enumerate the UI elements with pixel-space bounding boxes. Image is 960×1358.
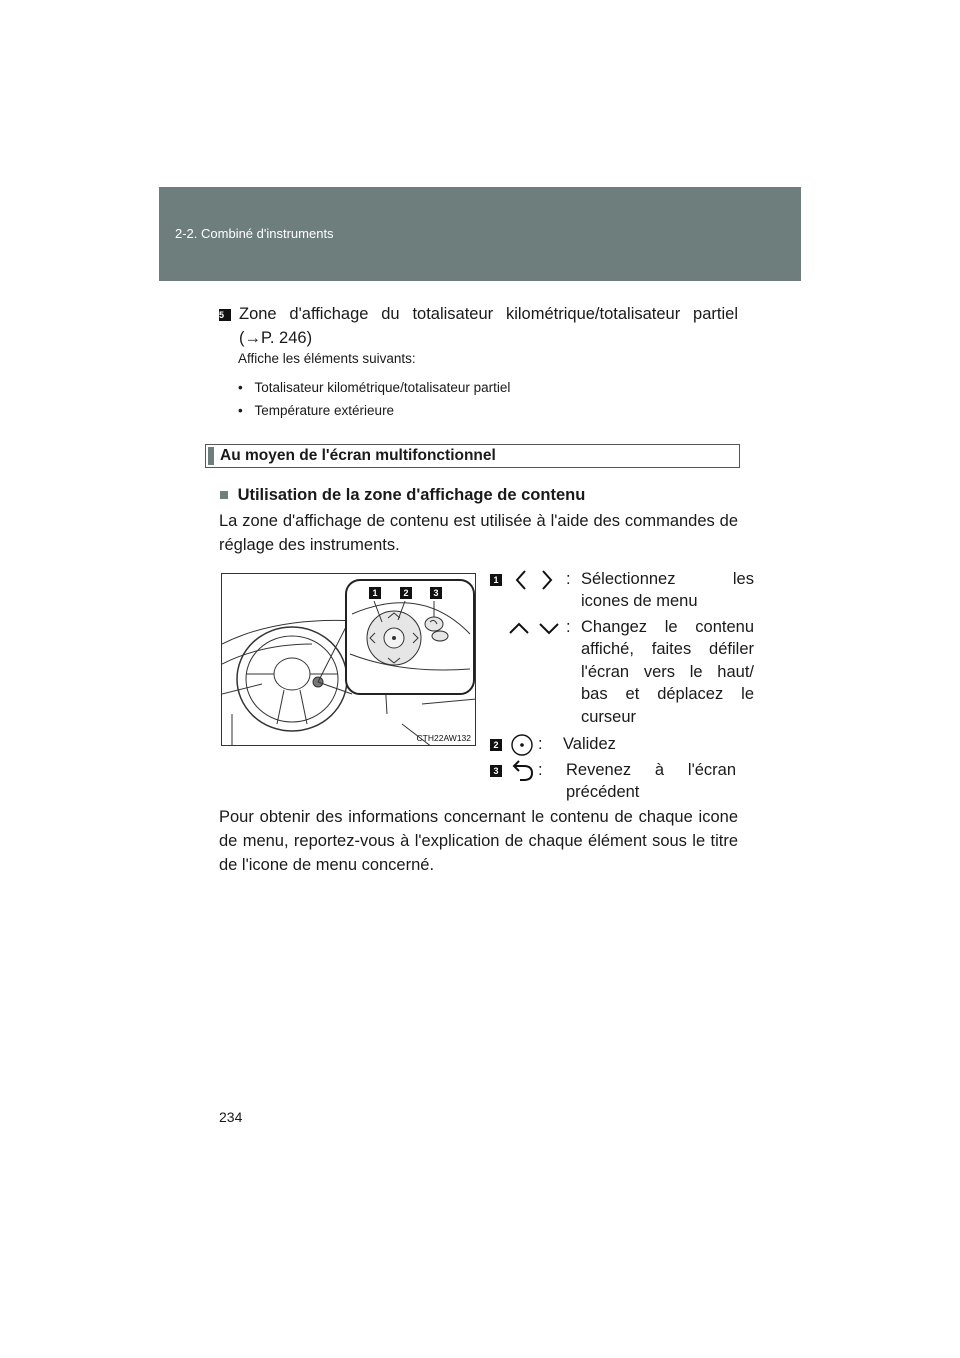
colon: : <box>538 735 543 753</box>
bullet-symbol: • <box>238 380 243 395</box>
item-5-title: Zone d'affichage du totalisateur kilométrique/totalisateur partiel <box>239 305 738 323</box>
square-marker-icon: ■ <box>219 486 229 504</box>
illus-badge-2: 2 <box>400 587 412 599</box>
control-desc-updown-4: bas et déplacez le <box>581 685 754 703</box>
control-badge-3: 3 <box>490 765 502 777</box>
control-desc-1: Sélectionnez les <box>581 570 754 588</box>
control-desc-3-cont: précédent <box>566 783 640 801</box>
chevron-up-down-icon <box>508 619 560 637</box>
subsection-heading <box>219 486 585 505</box>
item-5-page-ref: (→P. 246) <box>239 329 313 347</box>
return-arrow-icon <box>510 760 536 782</box>
colon: : <box>538 761 543 779</box>
control-desc-1-cont: icones de menu <box>581 592 698 610</box>
colon: : <box>566 570 571 588</box>
badge-5: 5 <box>219 309 231 321</box>
item-5-intro: Affiche les éléments suivants: <box>238 351 416 366</box>
section-mark <box>208 447 214 465</box>
chevron-left-right-icon <box>514 569 554 591</box>
paragraph-more-info: Pour obtenir des informations concernant le contenu de chaque icone de menu, reportez-vous à l'explication de chaque élément sous le titre de l'icone de menu concerné. <box>219 808 738 874</box>
steering-wheel-drawing <box>222 574 476 746</box>
center-dot-icon <box>510 733 534 757</box>
paragraph-intro: La zone d'affichage de contenu est utilisée à l'aide des commandes de réglage des instruments. <box>219 512 738 554</box>
item-5 <box>219 302 738 350</box>
section-title: Au moyen de l'écran multifonctionnel <box>220 447 496 464</box>
steering-wheel-illustration <box>221 573 476 746</box>
illus-badge-1: 1 <box>369 587 381 599</box>
bullet-text: Température extérieure <box>254 403 395 418</box>
control-desc-updown-2: affiché, faites défiler <box>581 640 754 658</box>
control-desc-updown-3: l'écran vers le haut/ <box>581 663 754 681</box>
control-desc-2: Validez <box>563 735 616 753</box>
control-badge-1: 1 <box>490 574 502 586</box>
bullet-symbol: • <box>238 403 243 418</box>
control-desc-updown: Changez le contenu <box>581 618 754 636</box>
section-heading-box <box>205 444 740 468</box>
control-desc-3: Revenez à l'écran <box>566 761 736 779</box>
bullet-text: Totalisateur kilométrique/totalisateur partiel <box>254 380 511 395</box>
chapter-header <box>159 187 801 281</box>
subsection-title: Utilisation de la zone d'affichage de contenu <box>237 486 586 504</box>
illustration-code: CTH22AW132 <box>416 733 471 743</box>
bullet-item <box>238 403 394 418</box>
section-breadcrumb: 2-2. Combiné d'instruments <box>175 226 334 241</box>
illus-badge-3: 3 <box>430 587 442 599</box>
control-badge-2: 2 <box>490 739 502 751</box>
colon: : <box>566 618 571 636</box>
bullet-item <box>238 380 510 395</box>
control-desc-updown-5: curseur <box>581 708 637 726</box>
page-number: 234 <box>219 1109 243 1125</box>
